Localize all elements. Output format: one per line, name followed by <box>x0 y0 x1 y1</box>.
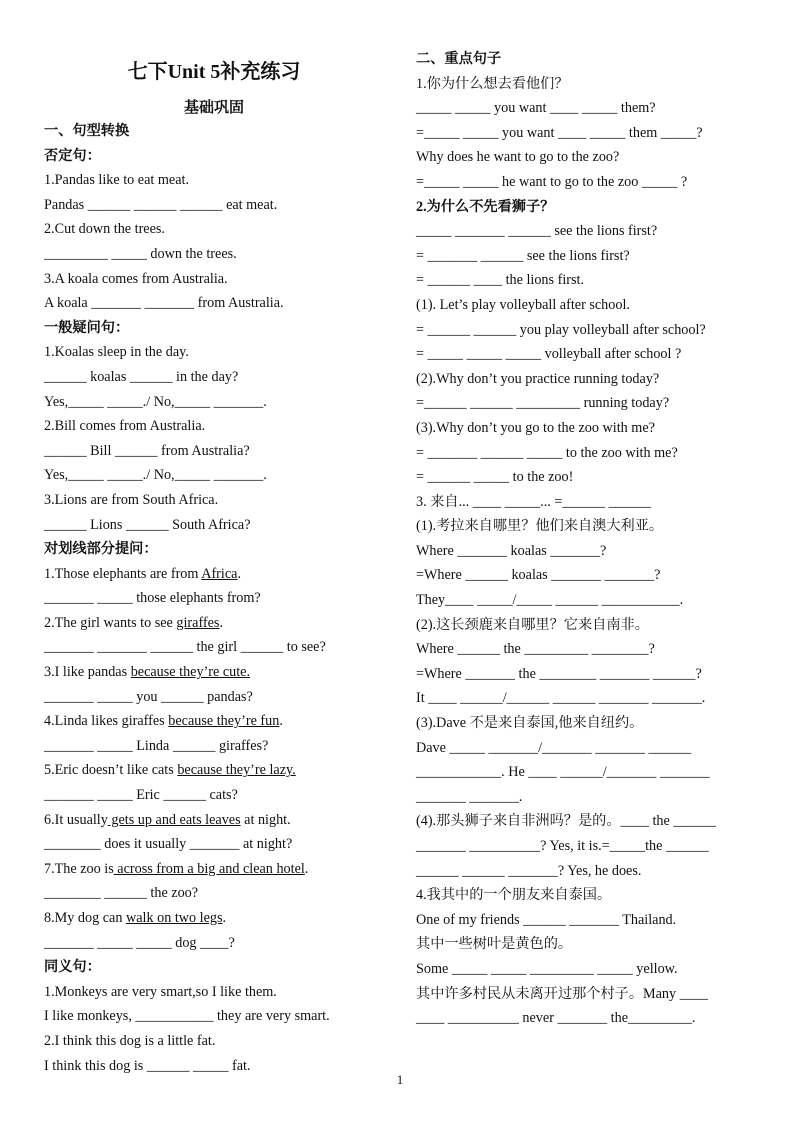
line-text: 5.Eric doesn’t like cats <box>44 762 178 779</box>
text-line: 3.Lions are from South Africa. <box>44 491 219 508</box>
underlined-phrase: because they’re fun <box>168 713 280 730</box>
text-line: (1). Let’s play volleyball after school. <box>416 296 630 313</box>
line-text: 8.My dog can <box>44 910 126 926</box>
text-line: ______ Bill ______ from Australia? <box>44 442 250 459</box>
text-line: _________ _____ down the trees. <box>44 245 237 262</box>
text-line: 3. 来自... ____ _____... =______ ______ <box>416 493 652 510</box>
line-text: . <box>304 860 309 877</box>
left-lines <box>44 119 330 1078</box>
text-line: 1.Koalas sleep in the day. <box>44 344 189 361</box>
text-line: _______ _____ you ______ pandas? <box>44 688 253 705</box>
question-line <box>44 906 330 931</box>
text-line: (2).Why don’t you practice running today? <box>416 370 660 387</box>
text-line: (3).Why don’t you go to the zoo with me? <box>416 419 655 436</box>
text-line: =Where _______ the ________ _______ ______? <box>416 665 702 682</box>
underlined-phrase: giraffes <box>176 614 220 631</box>
text-line: = _______ ______ _____ to the zoo with me? <box>416 444 678 461</box>
text-line: _______ __________? Yes, it is.=_____the ______ <box>416 838 709 854</box>
page-number: 1 <box>396 1072 404 1087</box>
line-text: 6.It usually <box>44 811 108 828</box>
text-line: Some _____ _____ _________ _____ yellow. <box>416 960 678 977</box>
text-line: 3.A koala comes from Australia. <box>44 270 228 287</box>
text-line: Yes,_____ _____./ No,_____ _______. <box>44 393 267 410</box>
text-line: (4).那头狮子来自非洲吗？是的。____ the ______ <box>416 813 716 830</box>
text-line: ______ ______ _______? Yes, he does. <box>416 862 642 879</box>
text-line: = _____ _____ _____ volleyball after school ? <box>416 346 682 363</box>
text-line: It ____ ______/______ ______ _______ _______. <box>416 690 706 707</box>
text-line: =Where ______ koalas _______ _______? <box>416 567 661 584</box>
underlined-phrase: because they’re lazy. <box>177 762 296 779</box>
text-line: (1).考拉来自哪里？他们来自澳大利亚。 <box>416 518 664 535</box>
text-line: _______ _____ Linda ______ giraffes? <box>44 737 269 754</box>
text-line: _____ _______ ______ see the lions first? <box>416 223 658 240</box>
text-line: I think this dog is ______ _____ fat. <box>44 1057 251 1074</box>
text-line: = ______ ____ the lions first. <box>416 272 584 289</box>
section-heading: 一般疑问句： <box>44 319 130 336</box>
text-line: Yes,_____ _____./ No,_____ _______. <box>44 467 267 484</box>
underlined-phrase: Africa <box>201 565 238 582</box>
underlined-phrase: gets up and eats leaves <box>107 811 241 828</box>
line-text: 4.Linda likes giraffes <box>44 713 169 730</box>
text-line: ____ __________ never _______ the_________. <box>416 1010 696 1027</box>
text-line: _______ _____ Eric ______ cats? <box>44 787 238 804</box>
section-heading: 一、句型转换 <box>44 123 130 139</box>
section-heading: 二、重点句子 <box>416 51 502 67</box>
question-line <box>44 562 330 587</box>
text-line: They____ _____/_____ ______ ___________. <box>416 592 684 609</box>
text-line: 2.I think this dog is a little fat. <box>44 1032 216 1049</box>
text-line: ________ does it usually _______ at night? <box>44 836 293 853</box>
text-line: = ______ _____ to the zoo! <box>416 469 574 486</box>
question-line <box>44 611 330 636</box>
text-line: _______ _______. <box>416 788 523 805</box>
line-text: . <box>279 713 283 730</box>
text-line: 2.Cut down the trees. <box>44 221 165 238</box>
text-line: (3).Dave 不是来自泰国,他来自纽约。 <box>416 715 644 732</box>
text-line: _______ _____ _____ dog ____? <box>44 934 235 951</box>
line-text: . <box>219 614 224 631</box>
underlined-phrase: across from a big and clean hotel <box>113 860 305 877</box>
section-heading: 否定句： <box>44 147 101 164</box>
text-line: I like monkeys, ___________ they are very smart. <box>44 1008 330 1025</box>
text-line: 1.Monkeys are very smart,so I like them. <box>44 983 277 1000</box>
text-line: 其中许多村民从未离开过那个村子。Many ____ <box>416 985 709 1002</box>
question-line <box>44 660 330 685</box>
text-line: (2).这长颈鹿来自哪里？它来自南非。 <box>416 616 649 633</box>
text-line: A koala _______ _______ from Australia. <box>44 295 284 312</box>
text-line: Where _______ koalas _______? <box>416 542 607 559</box>
text-line: 1.你为什么想去看他们？ <box>416 75 569 92</box>
text-line: _______ _______ ______ the girl ______ to see? <box>44 639 326 656</box>
text-line: =______ ______ _________ running today? <box>416 395 670 412</box>
text-line: Where ______ the _________ ________? <box>416 641 655 658</box>
text-line: Why does he want to go to the zoo? <box>416 149 620 166</box>
line-text: 2.The girl wants to see <box>44 614 177 631</box>
right-lines <box>416 47 716 1031</box>
text-line: =_____ _____ he want to go to the zoo _____ ? <box>416 173 688 190</box>
text-line: One of my friends ______ _______ Thailand. <box>416 911 677 928</box>
page-title: 七下Unit 5补充练习 <box>127 61 301 83</box>
question-line <box>44 808 330 833</box>
text-line: Dave _____ _______/_______ _______ ______ <box>416 739 692 756</box>
text-line: ______ Lions ______ South Africa? <box>44 516 251 533</box>
section-heading: 同义句： <box>44 959 101 976</box>
text-line: 2.Bill comes from Australia. <box>44 418 206 435</box>
text-line: 1.Pandas like to eat meat. <box>44 172 189 189</box>
text-line: _______ _____ those elephants from? <box>44 590 261 607</box>
section-heading: 2.为什么不先看狮子？ <box>416 198 555 215</box>
text-line: = ______ ______ you play volleyball after school? <box>416 321 706 338</box>
line-text: 1.Those elephants are from <box>44 565 202 582</box>
line-text: 7.The zoo is <box>44 860 114 877</box>
underlined-phrase: walk on two legs <box>125 910 223 926</box>
line-text: . <box>237 565 241 582</box>
text-line: = _______ ______ see the lions first? <box>416 247 630 264</box>
section-heading: 对划线部分提问： <box>44 541 158 558</box>
line-text: 3.I like pandas <box>44 664 131 681</box>
question-line <box>44 709 330 734</box>
text-line: Pandas ______ ______ ______ eat meat. <box>44 196 278 213</box>
page-subtitle: 基础巩固 <box>183 98 244 116</box>
line-text: at night. <box>240 811 291 828</box>
text-line: 4.我其中的一个朋友来自泰国。 <box>416 887 612 904</box>
line-text: . <box>222 910 227 926</box>
question-line <box>44 758 330 783</box>
text-line: ______ koalas ______ in the day? <box>44 368 239 385</box>
text-line: _____ _____ you want ____ _____ them? <box>416 100 656 117</box>
underlined-phrase: because they’re cute. <box>130 664 251 681</box>
text-line: ____________. He ____ ______/_______ _______ <box>416 764 710 781</box>
text-line: =_____ _____ you want ____ _____ them _____? <box>416 124 703 141</box>
text-line: 其中一些树叶是黄色的。 <box>416 936 573 953</box>
question-line <box>44 857 330 882</box>
text-line: ________ ______ the zoo? <box>44 885 199 902</box>
